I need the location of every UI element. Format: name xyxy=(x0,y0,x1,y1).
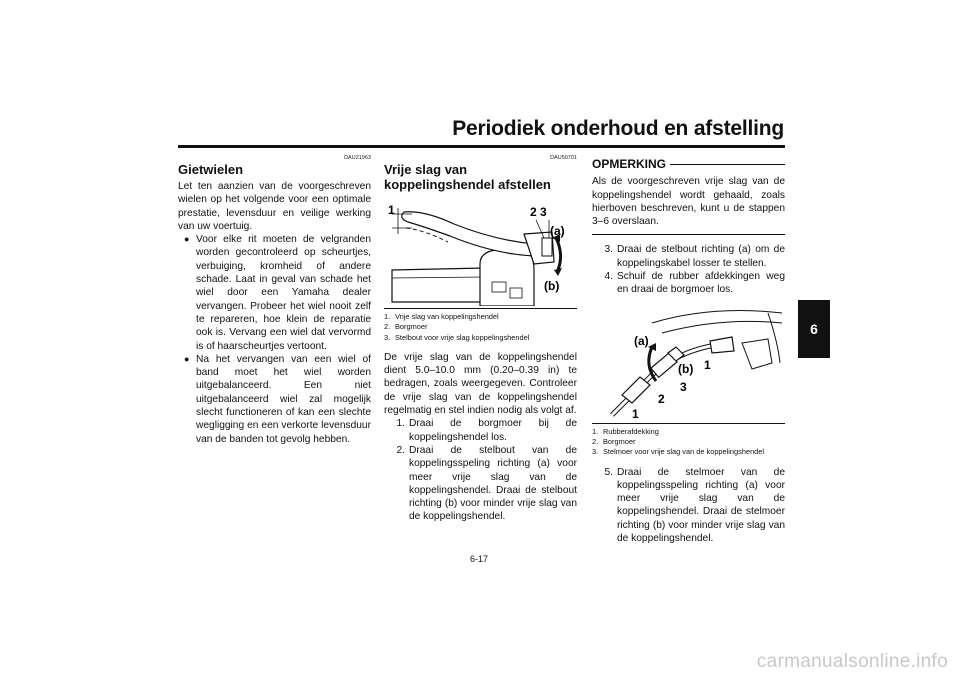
page-title: Periodiek onderhoud en afstelling xyxy=(452,117,784,140)
figure-label: (b) xyxy=(678,361,694,376)
section-heading: Vrije slag van koppelingshendel afstellen xyxy=(384,162,551,192)
bullet-text: Voor elke rit moeten de velgranden worden gecontroleerd op scheurtjes, verbuiging, kromheid of andere schade. Laat in geval van schade het wiel door een Yamaha dealer vervangen. Probeer het wiel nooit zelf te repareren, hoe klein de reparatie ook is. Vervang een wiel dat vervormd is of haarscheurtjes vertoont. xyxy=(196,234,371,352)
figure-label: (a) xyxy=(550,224,565,238)
note-text: Als de voorgeschreven vrije slag van de koppelingshendel wordt gehaald, zoals hierboven beschreven, kunt u de stappen 3–6 overslaan. xyxy=(592,176,785,228)
figure-label: 1 xyxy=(632,406,639,421)
section-code: DAU21963 xyxy=(344,155,371,161)
figure-caption xyxy=(592,427,785,458)
figure-label: (a) xyxy=(634,333,649,348)
note-end-rule xyxy=(592,234,785,235)
page-number: 6-17 xyxy=(470,554,489,564)
chapter-tab: 6 xyxy=(798,300,830,358)
note-label: OPMERKING xyxy=(592,157,667,171)
bullet-icon: ● xyxy=(184,353,190,364)
caption-item: 2. Borgmoer xyxy=(384,322,428,332)
intro-paragraph: Let ten aanzien van de voorgeschreven wielen op het volgende voor een optimale prestatie, levensduur en veilige werking van uw voertuig. xyxy=(178,181,371,232)
clutch-lever-illustration xyxy=(384,198,577,306)
figure-label: 3 xyxy=(680,379,687,394)
step-item: 5. Draai de stelmoer van de koppelingsspeling richting (a) voor meer vrije slag van de koppelingshendel. Draai de stelmoer richting (b) voor minder vrije slag van de koppelingshendel. xyxy=(604,466,785,545)
figure-label: 2 xyxy=(658,391,665,406)
title-rule xyxy=(178,145,785,148)
section-note-and-steps xyxy=(592,158,785,545)
figure-label: 1 xyxy=(388,203,395,217)
clutch-cable-illustration xyxy=(592,303,785,421)
figure-label: (b) xyxy=(544,279,560,293)
caption-item: 1. Rubberafdekking xyxy=(592,426,659,436)
figure-label: 2 3 xyxy=(530,205,547,219)
figure-caption xyxy=(384,312,577,343)
caption-item: 2. Borgmoer xyxy=(592,436,636,446)
body-paragraph: De vrije slag van de koppelingshendel dient 5.0–10.0 mm (0.20–0.39 in) te bedragen, zoals weergegeven. Controleer de vrije slag van de koppelingshendel regelmatig en stel indien nodig als volgt af. xyxy=(384,351,577,417)
bullet-icon: ● xyxy=(184,234,190,245)
list-item xyxy=(184,233,371,353)
figure-rule xyxy=(592,423,785,424)
step-item: 2. Draai de stelbout van de koppelingsspeling richting (a) voor meer vrije slag van de koppelingshendel. Draai de stelbout richting (b) voor minder vrije slag van de koppelingshendel. xyxy=(396,444,577,523)
note-header xyxy=(592,158,785,171)
figure-label: 1 xyxy=(704,357,711,372)
section-heading: Gietwielen xyxy=(178,162,244,177)
note-rule xyxy=(670,164,785,165)
section-clutch-lever xyxy=(384,155,577,524)
figure-rule xyxy=(384,308,577,309)
bullet-text: Na het vervangen van een wiel of band moet het wiel worden uitgebalanceerd. Een niet uitgebalanceerd wiel zal mogelijk slecht functioneren of kan een slechte wegligging en een verkorte levensduur van de banden tot gevolg hebben. xyxy=(196,353,371,445)
section-code: DAU50701 xyxy=(550,155,577,161)
section-cast-wheels xyxy=(178,155,371,446)
step-item: 1. Draai de borgmoer bij de koppelingshendel los. xyxy=(396,418,577,443)
step-item: 3. Draai de stelbout richting (a) om de koppelingskabel losser te stellen. xyxy=(604,244,785,269)
caption-item: 1. Vrije slag van koppelingshendel xyxy=(384,312,499,321)
step-item: 4. Schuif de rubber afdekkingen weg en draai de borgmoer los. xyxy=(604,271,785,296)
caption-item: 3. Stelbout voor vrije slag koppelingshendel xyxy=(384,332,530,342)
watermark: carmanualsonline.info xyxy=(756,651,948,672)
caption-item: 3. Stelmoer voor vrije slag van de koppelingshendel xyxy=(592,447,765,457)
list-item xyxy=(184,353,371,446)
